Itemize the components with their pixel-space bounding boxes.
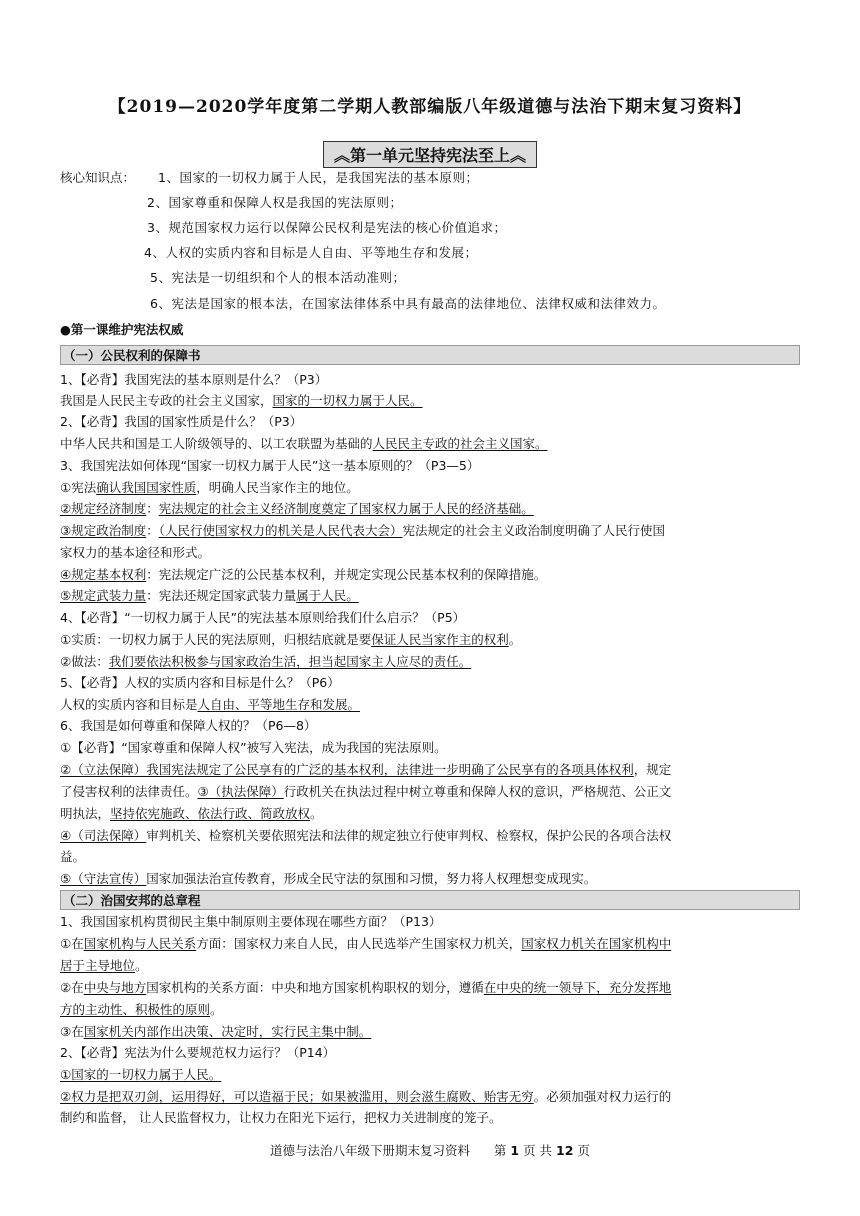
s2q1-answer-1 xyxy=(60,934,800,954)
q3-a3-key: （人民行使国家权力的机关是人民代表大会） xyxy=(158,523,403,538)
q3-a4-label: ④规定基本权利 xyxy=(60,567,147,582)
q3-a4-post: ：宪法规定广泛的公民基本权利，并规定实现公民基本权利的保障措施。 xyxy=(146,567,547,582)
page-footer xyxy=(0,1141,860,1159)
q6-a2-key: ②（立法保障）我国宪法规定了公民享有的广泛的基本权利，法律进一步明确了公民享有的各项具体权利 xyxy=(60,762,634,777)
q6-answer-2 xyxy=(60,760,800,780)
q4-answer-1 xyxy=(60,630,800,650)
unit-title-wrap xyxy=(0,141,860,168)
q5-question: 5、【必背】人权的实质内容和目标是什么？（P6） xyxy=(60,675,340,690)
q6-answer-1: ①【必背】“国家尊重和保障人权”被写入宪法，成为我国的宪法原则。 xyxy=(60,740,447,755)
q3-answer-5 xyxy=(60,586,800,606)
q6-a4-post: 审判机关、检察机关要依照宪法和法律的规定独立行使审判权、检察权，保护公民的各项合法权 xyxy=(146,828,672,843)
q5-answer-text: 人权的实质内容和目标是 xyxy=(60,697,198,712)
lesson-heading: ●第一课维护宪法权威 xyxy=(60,322,184,337)
q6-a3-post: 行政机关在执法过程中树立尊重和保障人权的意识，严格规范、公正文 xyxy=(283,784,672,799)
footer-page-mid: 页 共 xyxy=(523,1143,553,1158)
q3-a1-key: 确认我国国家性质 xyxy=(96,480,197,495)
q6-a2-cont-pre: 了侵害权利的法律责任。 xyxy=(60,784,198,799)
s2q2-answer-2-cont: 制约和监督， 让人民监督权力，让权力在阳光下运行，把权力关进制度的笼子。 xyxy=(60,1110,502,1125)
footer-page-prefix: 第 xyxy=(493,1143,507,1158)
footer-page-number: 1 xyxy=(510,1143,520,1158)
s2q1-a1-pre: ①在 xyxy=(60,936,84,951)
q3-answer-1 xyxy=(60,478,800,498)
q6-a4-label: ④（司法保障） xyxy=(60,828,147,843)
q2-answer-key: 人民民主专政的社会主义国家。 xyxy=(372,436,548,451)
s2q2-a1-key: ①国家的一切权力属于人民。 xyxy=(60,1067,222,1082)
s2q2-answer-1 xyxy=(60,1065,800,1085)
s2q2-a2-key: ②权力是把双刃剑，运用得好，可以造福于民；如果被滥用，则会滋生腐败、贻害无穷 xyxy=(60,1089,534,1104)
q6-a5-label: ⑤（守法宣传） xyxy=(60,871,147,886)
q4-question: 4、【必背】“一切权力属于人民”的宪法基本原则给我们什么启示？（P5） xyxy=(60,610,466,625)
s2q1-a2-key: 在中央的统一领导下，充分发挥地 xyxy=(483,980,672,995)
q2-question: 2、【必背】我国的国家性质是什么？（P3） xyxy=(60,414,303,429)
core-point-5: 5、宪法是一切组织和个人的根本活动准则； xyxy=(150,270,406,285)
footer-doc-name: 道德与法治八年级下册期末复习资料 xyxy=(270,1143,471,1158)
q3-answer-3 xyxy=(60,521,800,541)
q6-a5-post: 国家加强法治宣传教育，形成全民守法的氛围和习惯，努力将人权理想变成现实。 xyxy=(146,871,597,886)
q1-answer xyxy=(60,391,800,411)
q6-answer-3-cont xyxy=(60,804,800,824)
s2q1-a1-post: 方面：国家权力来自人民，由人民选举产生国家权力机关， xyxy=(196,936,522,951)
q2-answer-text: 中华人民共和国是工人阶级领导的、以工农联盟为基础的 xyxy=(60,436,373,451)
s2q1-answer-3 xyxy=(60,1022,800,1042)
q3-answer-4 xyxy=(60,565,800,585)
q6-a3-key: 坚持依宪施政、依法行政、简政放权 xyxy=(110,806,311,821)
q6-a2-post: ，规定 xyxy=(633,762,672,777)
s2q2-question: 2、【必背】宪法为什么要规范权力运行？（P14） xyxy=(60,1045,336,1060)
unit-title: ︽第一单元坚持宪法至上︽ xyxy=(323,141,537,168)
q6-a3-end: 。 xyxy=(310,806,323,821)
q3-question: 3、我国宪法如何体现“国家一切权力属于人民”这一基本原则的？（P3—5） xyxy=(60,458,480,473)
q4-a1-key: 保证人民当家作主的权利 xyxy=(371,632,509,647)
s2q1-a1-end: 。 xyxy=(135,958,148,973)
s2q1-a2-cont-key: 方的主动性、积极性的原则 xyxy=(60,1002,211,1017)
q6-answer-4-cont: 益。 xyxy=(60,849,86,864)
q3-a5-mid: ：宪法还规定国家武装力量 xyxy=(146,588,297,603)
q4-answer-2 xyxy=(60,652,800,672)
q3-a5-label: ⑤规定武装力量 xyxy=(60,588,147,603)
s2q1-a1-key: 国家权力机关在国家机构中 xyxy=(521,936,672,951)
q1-answer-key: 国家的一切权力属于人民。 xyxy=(272,393,423,408)
core-point-4: 4、人权的实质内容和目标是人自由、平等地生存和发展； xyxy=(144,245,478,260)
s2q1-a2-end: 。 xyxy=(210,1002,223,1017)
core-point-1: 1、国家的一切权力属于人民，是我国宪法的基本原则； xyxy=(158,170,479,185)
q3-a2-label: ②规定经济制度 xyxy=(60,501,147,516)
q3-a2-colon: ： xyxy=(146,501,159,516)
section-heading-1: （一）公民权利的保障书 xyxy=(60,345,800,365)
q6-answer-4 xyxy=(60,826,800,846)
s2q1-answer-2-cont xyxy=(60,1000,800,1020)
q3-a3-post: 宪法规定的社会主义政治制度明确了人民行使国 xyxy=(402,523,666,538)
s2q2-a2-post: 。必须加强对权力运行的 xyxy=(533,1089,672,1104)
q2-answer xyxy=(60,434,800,454)
q6-answer-5 xyxy=(60,869,800,889)
q6-a3-label: ③（执法保障） xyxy=(197,784,284,799)
q4-a2-pre: ②做法： xyxy=(60,654,109,669)
q4-a1-post: 。 xyxy=(508,632,522,647)
s2q1-a2-label: 中央与地方 xyxy=(83,980,147,995)
q3-answer-2 xyxy=(60,499,800,519)
s2q1-a1-label: 国家机构与人民关系 xyxy=(83,936,197,951)
q6-answer-2-cont xyxy=(60,782,800,802)
q3-a2-key: 宪法规定的社会主义经济制度奠定了国家权力属于人民的经济基础。 xyxy=(158,501,534,516)
core-point-3: 3、规范国家权力运行以保障公民权利是宪法的核心价值追求； xyxy=(147,220,507,235)
q1-answer-text: 我国是人民民主专政的社会主义国家， xyxy=(60,393,273,408)
s2q1-question: 1、我国国家机构贯彻民主集中制原则主要体现在哪些方面？（P13） xyxy=(60,914,442,929)
footer-page-total: 12 xyxy=(556,1143,574,1158)
q3-a3-colon: ： xyxy=(146,523,159,538)
q6-a3-cont-pre: 明执法， xyxy=(60,806,111,821)
q3-a5-key: 属于人民。 xyxy=(296,588,359,603)
q3-a3-label: ③规定政治制度 xyxy=(60,523,147,538)
q3-a1-pre: ①宪法 xyxy=(60,480,97,495)
q4-a2-key: 我们要依法积极参与国家政治生活，担当起国家主人应尽的责任。 xyxy=(108,654,472,669)
s2q1-a1-cont-key: 居于主导地位 xyxy=(60,958,136,973)
q3-answer-3-cont: 家权力的基本途径和形式。 xyxy=(60,545,211,560)
q5-answer xyxy=(60,695,800,715)
document-title: 【2019—2020学年度第二学期人教部编版八年级道德与法治下期末复习资料】 xyxy=(108,97,752,117)
s2q1-answer-2 xyxy=(60,978,800,998)
s2q1-answer-1-cont xyxy=(60,956,800,976)
footer-page-suffix: 页 xyxy=(577,1143,590,1158)
q3-a1-post: ，明确人民当家作主的地位。 xyxy=(196,480,359,495)
s2q2-answer-2 xyxy=(60,1087,800,1107)
section-heading-2: （二）治国安邦的总章程 xyxy=(60,890,800,910)
s2q1-a3-pre: ③在 xyxy=(60,1024,84,1039)
s2q1-a3-key: 国家机关内部作出决策、决定时，实行民主集中制。 xyxy=(83,1024,372,1039)
core-point-6: 6、宪法是国家的根本法，在国家法律体系中具有最高的法律地位、法律权威和法律效力。 xyxy=(150,296,666,311)
s2q1-a2-post: 国家机构的关系方面：中央和地方国家机构职权的划分，遵循 xyxy=(146,980,484,995)
q6-question: 6、我国是如何尊重和保障人权的？（P6—8） xyxy=(60,718,317,733)
core-label: 核心知识点： xyxy=(60,170,136,185)
q4-a1-pre: ①实质：一切权力属于人民的宪法原则，归根结底就是要 xyxy=(60,632,372,647)
q5-answer-key: 人自由、平等地生存和发展。 xyxy=(197,697,361,712)
q1-question: 1、【必背】我国宪法的基本原则是什么？（P3） xyxy=(60,372,328,387)
s2q1-a2-pre: ②在 xyxy=(60,980,84,995)
core-point-2: 2、国家尊重和保障人权是我国的宪法原则； xyxy=(147,195,403,210)
